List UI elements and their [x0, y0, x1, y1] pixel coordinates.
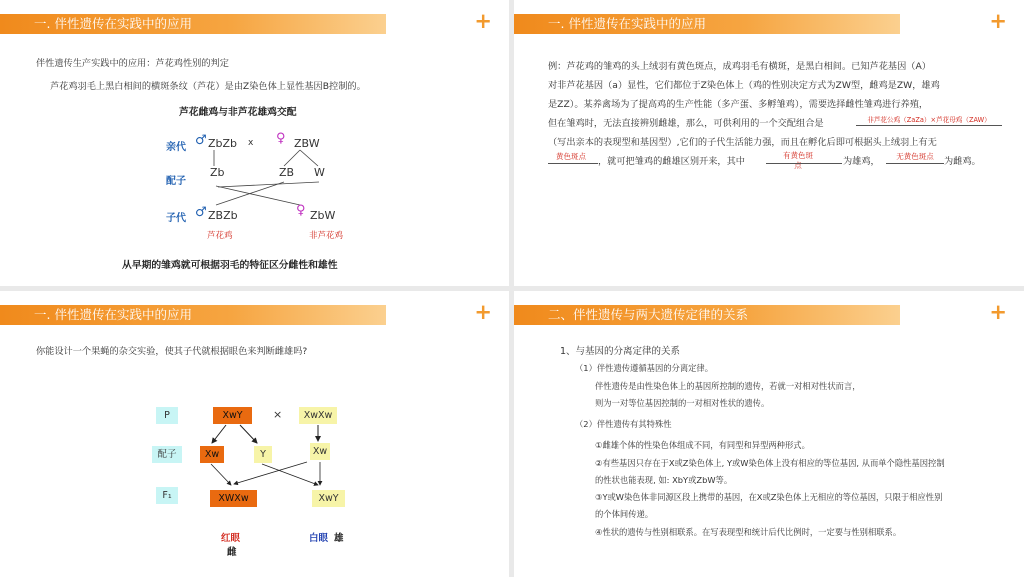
example-line-2: 对非芦花基因（a）显性，它们都位于Z染色体上（鸡的性别决定方式为ZW型，雌鸡是ZW，雄鸡	[548, 80, 940, 91]
plus-icon[interactable]: +	[474, 300, 492, 324]
slide-3[interactable]	[0, 291, 509, 577]
female-symbol-icon: ♀	[296, 203, 306, 218]
slide-2[interactable]	[514, 0, 1024, 286]
description-text: 芦花鸡羽毛上黑白相间的横斑条纹（芦花）是由Z染色体上显性基因B控制的。	[50, 81, 366, 92]
cross-lines	[0, 0, 509, 286]
slide-title: 二、伴性遗传与两大遗传定律的关系	[514, 305, 900, 325]
row-label-gamete: 配子	[166, 176, 186, 187]
example-line-5: （写出亲本的表现型和基因型）,它们的子代生活能力强，而且在孵化后即可根据头上绒羽上有无	[548, 137, 937, 148]
parent-male-genotype: ZbZb	[208, 137, 238, 150]
example-line-7: 为雄鸡，	[843, 156, 880, 167]
gamete-w: W	[314, 166, 325, 179]
slide-title: 一. 伴性遗传在实践中的应用	[514, 14, 900, 34]
fly-cross-arrows	[0, 291, 509, 577]
row-label-child: 子代	[166, 213, 186, 224]
child-female-label: 非芦花鸡	[309, 231, 344, 241]
female-symbol-icon: ♀	[276, 131, 286, 146]
section-heading: 1、与基因的分离定律的关系	[560, 346, 681, 357]
item-2-point-4: ④性状的遗传与性别相联系。在写表现型和统计后代比例时，一定要与性别相联系。	[595, 527, 902, 537]
f1-male-sex: 雄	[334, 533, 344, 544]
gamete-zB: ZB	[279, 166, 295, 179]
male-symbol-icon: ♂	[195, 133, 207, 148]
f1-female-sex: 雌	[227, 547, 237, 558]
example-line-8: 为雌鸡。	[944, 156, 981, 167]
question-text: 你能设计一个果蝇的杂交实验，使其子代就根据眼色来判断雌雄吗?	[36, 346, 308, 357]
slide-1[interactable]	[0, 0, 509, 286]
slide-title: 一. 伴性遗传在实践中的应用	[0, 14, 386, 34]
item-2-point-1: ①雌雄个体的性染色体组成不同，有同型和异型两种形式。	[595, 440, 810, 450]
f1-male-label: 白眼	[309, 533, 329, 544]
item-2-point-3: ③Y或W染色体非同源区段上携带的基因，在X或Z染色体上无相应的等位基因，只限于相应性别	[595, 492, 943, 502]
item-1-detail-2: 则为一对等位基因控制的一对相对性状的遗传。	[595, 398, 770, 408]
blank-line	[856, 125, 1002, 126]
label-f1: F₁	[156, 487, 178, 504]
male-symbol-icon: ♂	[195, 205, 207, 220]
cross-symbol: ×	[273, 408, 283, 421]
answer-male-cont: 点	[794, 161, 802, 170]
answer-cross: 非芦花公鸡（ZaZa）×芦花母鸡（ZAW）	[867, 116, 991, 124]
answer-male: 有黄色斑	[783, 151, 813, 160]
child-male-genotype: ZBZb	[208, 209, 238, 222]
item-2-point-3-cont: 的个体间传递。	[595, 509, 654, 519]
gamete-xw-male: Xw	[200, 446, 224, 463]
diagram-title: 芦花雌鸡与非芦花雄鸡交配	[179, 107, 297, 118]
blank-line	[886, 163, 944, 164]
f1-female-box: XWXw	[210, 490, 257, 507]
item-2-point-2-cont: 的性状也能表现, 如: XbY或ZbW等。	[595, 475, 733, 485]
f1-female-label: 红眼	[221, 533, 241, 544]
item-1: （1）伴性遗传遵循基因的分离定律。	[575, 363, 714, 373]
f1-male-box: XwY	[312, 490, 345, 507]
intro-text: 伴性遗传生产实践中的应用：芦花鸡性别的判定	[36, 58, 229, 69]
cross-symbol: x	[248, 138, 254, 148]
slide-title: 一. 伴性遗传在实践中的应用	[0, 305, 386, 325]
item-2-point-2: ②有些基因只存在于X或Z染色体上, Y或W染色体上没有相应的等位基因, 从而单个隐性基因控制	[595, 458, 945, 468]
example-line-6: ，就可把雏鸡的雌雄区别开来，其中	[598, 156, 745, 167]
row-label-parent: 亲代	[166, 142, 186, 153]
example-line-3: 是ZZ）。某养禽场为了提高鸡的生产性能（多产蛋、多孵雏鸡），需要选择雌性雏鸡进行养殖，	[548, 99, 929, 110]
plus-icon[interactable]: +	[989, 9, 1007, 33]
label-gamete: 配子	[152, 446, 182, 463]
answer-female: 无黄色斑点	[896, 152, 934, 161]
example-line-4: 但在雏鸡时，无法直接辨别雌雄，那么，可供利用的一个交配组合是	[548, 118, 824, 129]
example-line-1: 例：芦花鸡的雏鸡的头上绒羽有黄色斑点，成鸡羽毛有横斑，是黑白相间。已知芦花基因（A）	[548, 61, 931, 72]
label-p: P	[156, 407, 178, 424]
parent-female-box: XwXw	[299, 407, 337, 424]
gamete-y: Y	[254, 446, 272, 463]
child-female-genotype: ZbW	[310, 209, 336, 222]
blank-line	[548, 163, 598, 164]
child-male-label: 芦花鸡	[207, 231, 233, 241]
item-2: （2）伴性遗传有其特殊性	[575, 419, 672, 429]
gamete-zb: Zb	[210, 166, 225, 179]
plus-icon[interactable]: +	[474, 9, 492, 33]
blank-line	[766, 163, 842, 164]
parent-female-genotype: ZBW	[294, 137, 320, 150]
slide-4[interactable]	[514, 291, 1024, 577]
answer-spots: 黄色斑点	[556, 152, 586, 161]
gamete-xw-female: Xw	[310, 443, 330, 460]
parent-male-box: XwY	[213, 407, 252, 424]
item-1-detail-1: 伴性遗传是由性染色体上的基因所控制的遗传，若就一对相对性状而言，	[595, 381, 861, 391]
plus-icon[interactable]: +	[989, 300, 1007, 324]
conclusion-text: 从早期的雏鸡就可根据羽毛的特征区分雌性和雄性	[122, 260, 338, 271]
